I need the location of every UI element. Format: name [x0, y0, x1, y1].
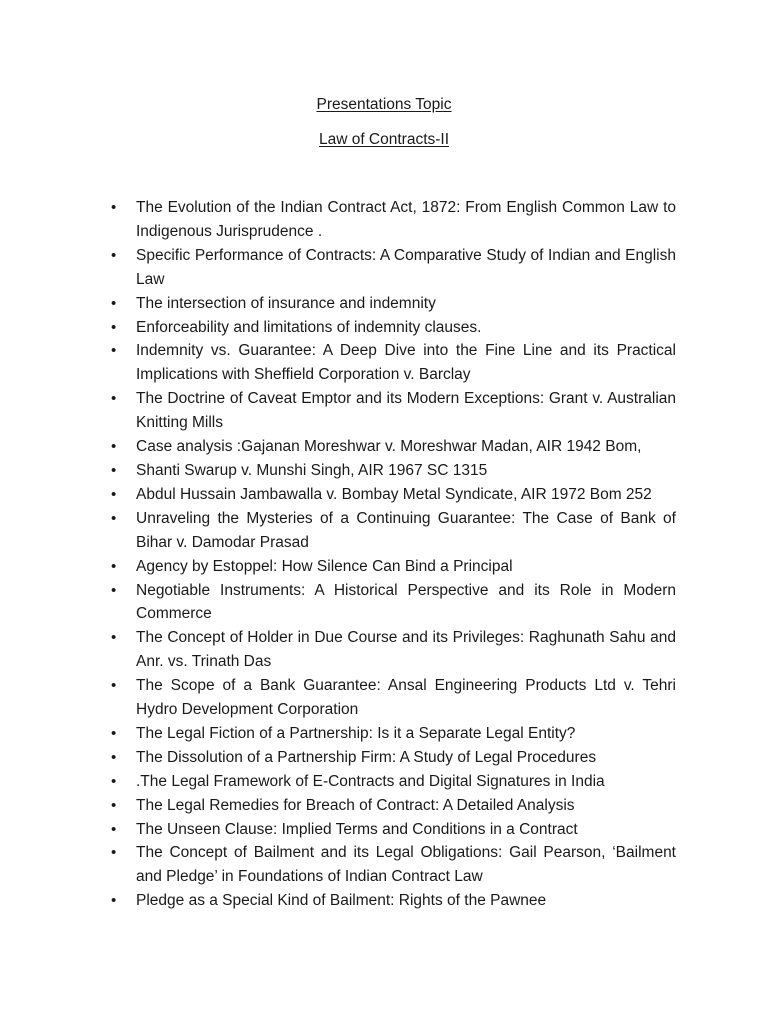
list-item	[108, 555, 676, 579]
bullet-icon: •	[111, 677, 117, 695]
document-subtitle-text: Law of Contracts-II	[318, 131, 450, 148]
list-item	[108, 459, 676, 483]
bullet-icon: •	[111, 199, 117, 216]
list-item	[108, 746, 676, 770]
bullet-icon: •	[111, 461, 117, 479]
bullet-icon: •	[111, 629, 117, 647]
list-item	[108, 579, 676, 627]
list-item	[108, 483, 676, 507]
bullet-icon: •	[111, 390, 117, 408]
list-item-text: Agency by Estoppel: How Silence Can Bind a Principal	[136, 557, 513, 575]
list-item	[108, 196, 676, 244]
list-item-text: The Evolution of the Indian Contract Act, 1872: From English Common Law to Indigenous Jurisprudence .	[136, 199, 676, 240]
document-title	[0, 95, 768, 115]
bullet-icon: •	[111, 724, 117, 742]
list-item	[108, 889, 676, 913]
list-item	[108, 435, 676, 459]
document-title-text: Presentations Topic	[316, 96, 452, 113]
list-item-text: Pledge as a Special Kind of Bailment: Rights of the Pawnee	[136, 892, 547, 910]
list-item	[108, 507, 676, 555]
list-item-text: The Scope of a Bank Guarantee: Ansal Engineering Products Ltd v. Tehri Hydro Development Corporation	[136, 677, 676, 719]
bullet-icon: •	[111, 844, 117, 862]
bullet-icon: •	[111, 318, 117, 336]
list-item-text: .The Legal Framework of E-Contracts and Digital Signatures in India	[136, 772, 605, 790]
list-item-text: Enforceability and limitations of indemnity clauses.	[136, 318, 482, 336]
bullet-icon: •	[111, 796, 117, 814]
bullet-icon: •	[111, 509, 117, 527]
list-item-text: Negotiable Instruments: A Historical Perspective and its Role in Modern Commerce	[136, 581, 676, 623]
bullet-icon: •	[111, 772, 117, 790]
list-item-text: Indemnity vs. Guarantee: A Deep Dive into the Fine Line and its Practical Implications with Sheffield Corporation v. Barclay	[136, 342, 676, 384]
list-item-text: The Dissolution of a Partnership Firm: A Study of Legal Procedures	[136, 748, 597, 766]
bullet-icon: •	[111, 892, 117, 910]
bullet-icon: •	[111, 557, 117, 575]
list-item-text: The intersection of insurance and indemnity	[136, 294, 436, 312]
list-item-text: Unraveling the Mysteries of a Continuing Guarantee: The Case of Bank of Bihar v. Damodar Prasad	[136, 509, 676, 551]
list-item-text: The Legal Fiction of a Partnership: Is it a Separate Legal Entity?	[136, 724, 576, 742]
list-item	[108, 770, 676, 794]
list-item-text: Shanti Swarup v. Munshi Singh, AIR 1967 SC 1315	[136, 461, 488, 479]
list-item-text: Case analysis :Gajanan Moreshwar v. Moreshwar Madan, AIR 1942 Bom,	[136, 438, 642, 456]
bullet-icon: •	[111, 246, 117, 264]
list-item-text: The Legal Remedies for Breach of Contract: A Detailed Analysis	[136, 796, 575, 814]
list-item	[108, 387, 676, 435]
list-item	[108, 626, 676, 674]
list-item	[108, 292, 676, 316]
list-item-text: The Concept of Bailment and its Legal Obligations: Gail Pearson, ‘Bailment and Pledge’ in Foundations of Indian Contract Law	[136, 844, 676, 886]
bullet-icon: •	[111, 748, 117, 766]
bullet-icon: •	[111, 294, 117, 312]
list-item-text: Abdul Hussain Jambawalla v. Bombay Metal Syndicate, AIR 1972 Bom 252	[136, 485, 652, 503]
bullet-icon: •	[111, 438, 117, 456]
list-item-text: The Doctrine of Caveat Emptor and its Modern Exceptions: Grant v. Australian Knitting Mills	[136, 390, 676, 432]
document-subtitle	[0, 130, 768, 150]
topic-list	[108, 196, 676, 913]
list-item	[108, 339, 676, 387]
bullet-icon: •	[111, 820, 117, 838]
bullet-icon: •	[111, 342, 117, 360]
list-item	[108, 818, 676, 842]
bullet-icon: •	[111, 485, 117, 503]
list-item-text: Specific Performance of Contracts: A Comparative Study of Indian and English Law	[136, 246, 676, 288]
list-item	[108, 722, 676, 746]
list-item	[108, 841, 676, 889]
list-item-text: The Unseen Clause: Implied Terms and Conditions in a Contract	[136, 820, 578, 838]
list-item	[108, 674, 676, 722]
list-item	[108, 244, 676, 292]
list-item	[108, 794, 676, 818]
list-item	[108, 316, 676, 340]
bullet-icon: •	[111, 581, 117, 599]
list-item-text: The Concept of Holder in Due Course and its Privileges: Raghunath Sahu and Anr. vs. Trinath Das	[136, 629, 676, 671]
